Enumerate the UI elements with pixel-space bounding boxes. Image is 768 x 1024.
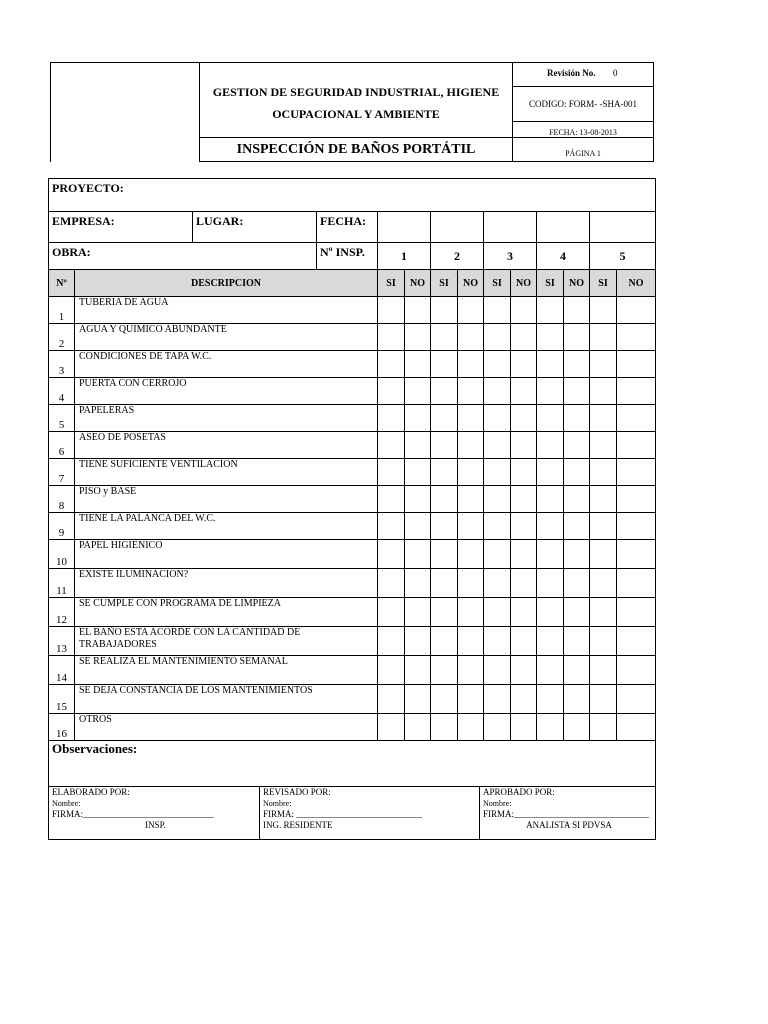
item-description: EXISTE ILUMINACION? [75,569,378,598]
check-cell-insp1-si[interactable] [378,351,405,378]
check-cell-insp1-no[interactable] [405,432,431,459]
revision-box [512,62,654,87]
item-number: 12 [49,598,75,627]
item-row [49,627,656,656]
check-cell-insp3-si[interactable] [484,459,511,486]
check-cell-insp1-si[interactable] [378,569,405,598]
check-cell-insp5-no[interactable] [617,486,656,513]
check-cell-insp1-si[interactable] [378,405,405,432]
observaciones-label: Observaciones: [52,741,138,756]
item-description: PUERTA CON CERROJO [75,378,378,405]
col-no-header: NO [628,277,644,289]
check-cell-insp1-no[interactable] [405,540,431,569]
check-cell-insp4-si[interactable] [537,540,564,569]
item-number: 5 [49,405,75,432]
item-description: OTROS [75,714,378,741]
check-cell-insp5-no[interactable] [617,714,656,741]
check-cell-insp5-no[interactable] [617,540,656,569]
check-cell-insp4-si[interactable] [537,685,564,714]
inspection-number: 4 [560,248,566,263]
observaciones-row[interactable] [49,741,656,787]
check-cell-insp4-si[interactable] [537,459,564,486]
col-no-header: NO [410,277,425,289]
col-si-header: SI [598,277,608,289]
check-cell-insp3-no[interactable] [511,714,537,741]
check-cell-insp3-si[interactable] [484,324,511,351]
check-cell-insp2-si[interactable] [431,486,458,513]
check-cell-insp5-no[interactable] [617,627,656,656]
org-line-1: GESTION DE SEGURIDAD INDUSTRIAL, HIGIENE [212,85,500,99]
check-cell-insp3-si[interactable] [484,486,511,513]
signature-firma: FIRMA: ____________________________ [263,809,423,819]
check-cell-insp4-si[interactable] [537,297,564,324]
item-row [49,324,656,351]
check-cell-insp4-si[interactable] [537,324,564,351]
signature-revisado[interactable] [260,787,480,840]
col-si-header: SI [439,277,449,289]
check-cell-insp4-no[interactable] [564,656,590,685]
check-cell-insp5-si[interactable] [590,486,617,513]
check-cell-insp1-si[interactable] [378,378,405,405]
check-cell-insp2-no[interactable] [458,627,484,656]
inspection-number: 1 [401,248,407,263]
check-cell-insp3-no[interactable] [511,405,537,432]
col-si-header: SI [386,277,396,289]
check-cell-insp3-si[interactable] [484,540,511,569]
check-cell-insp3-si[interactable] [484,627,511,656]
check-cell-insp2-si[interactable] [431,569,458,598]
date-cell-3[interactable] [484,212,537,243]
check-cell-insp3-si[interactable] [484,714,511,741]
check-cell-insp2-no[interactable] [458,513,484,540]
signature-nombre: Nombre: [52,799,81,808]
pagina-text: PÁGINA 1 [565,149,601,158]
signature-firma: FIRMA:______________________________ [483,809,650,819]
check-cell-insp1-si[interactable] [378,432,405,459]
check-cell-insp4-no[interactable] [564,569,590,598]
col-si-header: SI [545,277,555,289]
item-number: 3 [49,351,75,378]
check-cell-insp2-si[interactable] [431,685,458,714]
item-description: PAPEL HIGIENICO [75,540,378,569]
check-cell-insp4-si[interactable] [537,569,564,598]
item-row [49,378,656,405]
item-row [49,297,656,324]
check-cell-insp4-si[interactable] [537,598,564,627]
item-number: 13 [49,627,75,656]
check-cell-insp2-no[interactable] [458,598,484,627]
check-cell-insp3-si[interactable] [484,297,511,324]
header-org-box [199,62,513,138]
item-description: SE CUMPLE CON PROGRAMA DE LIMPIEZA [75,598,378,627]
item-description: PISO y BASE [75,486,378,513]
signature-aprobado[interactable] [480,787,656,840]
check-cell-insp1-no[interactable] [405,513,431,540]
check-cell-insp4-si[interactable] [537,714,564,741]
item-number: 10 [49,540,75,569]
check-cell-insp4-no[interactable] [564,598,590,627]
item-row [49,432,656,459]
signature-nombre: Nombre: [483,799,512,808]
revision-label: Revisión No. [547,68,596,78]
check-cell-insp4-si[interactable] [537,432,564,459]
check-cell-insp5-no[interactable] [617,569,656,598]
check-cell-insp4-no[interactable] [564,432,590,459]
check-cell-insp2-no[interactable] [458,378,484,405]
check-cell-insp2-no[interactable] [458,405,484,432]
check-cell-insp2-no[interactable] [458,459,484,486]
item-row [49,540,656,569]
signature-title: APROBADO POR: [483,787,555,797]
check-cell-insp3-no[interactable] [511,540,537,569]
check-cell-insp3-no[interactable] [511,569,537,598]
check-cell-insp5-si[interactable] [590,627,617,656]
empresa-label: EMPRESA: [52,214,115,228]
check-cell-insp5-no[interactable] [617,405,656,432]
check-cell-insp2-si[interactable] [431,627,458,656]
check-cell-insp3-si[interactable] [484,685,511,714]
item-number: 11 [49,569,75,598]
check-cell-insp1-si[interactable] [378,486,405,513]
lugar-label: LUGAR: [196,214,244,228]
item-description: PAPELERAS [75,405,378,432]
check-cell-insp2-si[interactable] [431,378,458,405]
check-cell-insp5-si[interactable] [590,540,617,569]
check-cell-insp5-si[interactable] [590,685,617,714]
check-cell-insp4-si[interactable] [537,351,564,378]
check-cell-insp3-no[interactable] [511,513,537,540]
item-description: TIENE LA PALANCA DEL W.C. [75,513,378,540]
item-description: TUBERIA DE AGUA [75,297,378,324]
check-cell-insp3-si[interactable] [484,569,511,598]
check-cell-insp5-si[interactable] [590,656,617,685]
check-cell-insp5-no[interactable] [617,324,656,351]
check-cell-insp2-si[interactable] [431,598,458,627]
check-cell-insp1-no[interactable] [405,459,431,486]
obra-row [49,243,656,270]
check-cell-insp3-si[interactable] [484,351,511,378]
item-number: 8 [49,486,75,513]
check-cell-insp5-si[interactable] [590,432,617,459]
check-cell-insp4-no[interactable] [564,685,590,714]
col-descripcion-header: DESCRIPCION [190,277,261,289]
check-cell-insp5-no[interactable] [617,297,656,324]
items-body [49,297,656,741]
check-cell-insp1-si[interactable] [378,656,405,685]
check-cell-insp2-si[interactable] [431,432,458,459]
signature-title: REVISADO POR: [263,787,331,797]
revision-value: 0 [613,68,618,78]
check-cell-insp1-no[interactable] [405,627,431,656]
date-cell-2[interactable] [431,212,484,243]
check-cell-insp1-no[interactable] [405,598,431,627]
item-row [49,351,656,378]
check-cell-insp3-si[interactable] [484,378,511,405]
item-description: CONDICIONES DE TAPA W.C. [75,351,378,378]
check-cell-insp3-no[interactable] [511,378,537,405]
check-cell-insp5-no[interactable] [617,598,656,627]
signature-role: INSP. [145,820,166,830]
obra-label: OBRA: [52,245,91,259]
item-row [49,569,656,598]
check-cell-insp1-no[interactable] [405,486,431,513]
pagina-box [512,137,654,162]
check-cell-insp5-si[interactable] [590,405,617,432]
check-cell-insp3-si[interactable] [484,656,511,685]
check-cell-insp4-si[interactable] [537,513,564,540]
inspection-number: 5 [619,248,626,263]
date-cell-4[interactable] [537,212,590,243]
header-logo-area [50,62,200,162]
check-cell-insp5-si[interactable] [590,513,617,540]
check-cell-insp3-no[interactable] [511,656,537,685]
check-cell-insp5-si[interactable] [590,459,617,486]
check-cell-insp5-si[interactable] [590,297,617,324]
signature-firma: FIRMA:_____________________________ [52,809,214,819]
check-cell-insp3-no[interactable] [511,598,537,627]
check-cell-insp1-si[interactable] [378,540,405,569]
check-cell-insp5-si[interactable] [590,324,617,351]
check-cell-insp2-si[interactable] [431,459,458,486]
check-cell-insp4-no[interactable] [564,627,590,656]
check-cell-insp2-no[interactable] [458,324,484,351]
check-cell-insp4-no[interactable] [564,351,590,378]
col-no-header: NO [463,277,478,289]
check-cell-insp1-no[interactable] [405,405,431,432]
check-cell-insp2-no[interactable] [458,351,484,378]
check-cell-insp5-si[interactable] [590,714,617,741]
check-cell-insp1-no[interactable] [405,351,431,378]
check-cell-insp1-no[interactable] [405,714,431,741]
item-row [49,459,656,486]
item-number: 6 [49,432,75,459]
check-cell-insp4-no[interactable] [564,378,590,405]
item-number: 2 [49,324,75,351]
item-number: 9 [49,513,75,540]
check-cell-insp2-si[interactable] [431,540,458,569]
check-cell-insp3-no[interactable] [511,627,537,656]
check-cell-insp3-no[interactable] [511,432,537,459]
check-cell-insp2-no[interactable] [458,685,484,714]
signature-role: ING. RESIDENTE [263,820,333,830]
check-cell-insp5-no[interactable] [617,685,656,714]
codigo-text: CODIGO: FORM- -SHA-001 [528,99,637,109]
check-cell-insp3-si[interactable] [484,598,511,627]
item-description: AGUA Y QUIMICO ABUNDANTE [75,324,378,351]
date-cell-1[interactable] [378,212,431,243]
item-row [49,405,656,432]
check-cell-insp4-no[interactable] [564,297,590,324]
check-cell-insp2-si[interactable] [431,656,458,685]
signature-title: ELABORADO POR: [52,787,130,797]
check-cell-insp5-si[interactable] [590,378,617,405]
col-no-header: NO [569,277,584,289]
check-cell-insp5-no[interactable] [617,432,656,459]
check-cell-insp2-si[interactable] [431,324,458,351]
col-num-header: Nº [56,277,67,289]
fecha-box [512,121,654,138]
item-number: 1 [49,297,75,324]
check-cell-insp1-no[interactable] [405,297,431,324]
item-description: EL BAÑO ESTA ACORDE CON LA CANTIDAD DE TRABAJADORES [75,627,378,656]
check-cell-insp1-no[interactable] [405,656,431,685]
item-number: 7 [49,459,75,486]
item-number: 4 [49,378,75,405]
check-cell-insp4-no[interactable] [564,513,590,540]
signature-elaborado[interactable] [49,787,260,840]
col-si-header: SI [492,277,502,289]
check-cell-insp3-no[interactable] [511,324,537,351]
item-row [49,656,656,685]
check-cell-insp1-no[interactable] [405,378,431,405]
check-cell-insp5-si[interactable] [590,569,617,598]
col-no-header: NO [516,277,531,289]
check-cell-insp1-no[interactable] [405,685,431,714]
check-cell-insp5-si[interactable] [590,598,617,627]
signature-role: ANALISTA SI PDVSA [526,820,612,830]
empresa-row [49,212,656,243]
codigo-box [512,86,654,122]
check-cell-insp2-no[interactable] [458,432,484,459]
item-row [49,486,656,513]
signature-table [48,786,656,840]
item-description: ASEO DE POSETAS [75,432,378,459]
check-cell-insp2-no[interactable] [458,569,484,598]
check-cell-insp1-no[interactable] [405,569,431,598]
check-cell-insp1-si[interactable] [378,297,405,324]
check-cell-insp2-no[interactable] [458,540,484,569]
item-row [49,598,656,627]
check-cell-insp2-si[interactable] [431,714,458,741]
check-cell-insp3-no[interactable] [511,459,537,486]
signature-nombre: Nombre: [263,799,292,808]
column-header-row [49,270,656,297]
check-cell-insp2-no[interactable] [458,486,484,513]
item-description: SE DEJA CONSTANCIA DE LOS MANTENIMIENTOS [75,685,378,714]
check-cell-insp1-no[interactable] [405,324,431,351]
item-description: SE REALIZA EL MANTENIMIENTO SEMANAL [75,656,378,685]
check-cell-insp3-si[interactable] [484,432,511,459]
check-cell-insp5-no[interactable] [617,459,656,486]
item-number: 16 [49,714,75,741]
check-cell-insp3-si[interactable] [484,405,511,432]
check-cell-insp1-si[interactable] [378,459,405,486]
item-row [49,685,656,714]
check-cell-insp5-no[interactable] [617,513,656,540]
check-cell-insp1-si[interactable] [378,685,405,714]
check-cell-insp2-si[interactable] [431,351,458,378]
check-cell-insp2-si[interactable] [431,405,458,432]
proyecto-row [49,179,656,212]
n-insp-label: Nº INSP. [320,245,365,259]
check-cell-insp4-no[interactable] [564,459,590,486]
date-cell-5[interactable] [590,212,656,243]
check-cell-insp4-si[interactable] [537,486,564,513]
org-line-2: OCUPACIONAL Y AMBIENTE [272,107,440,121]
check-cell-insp4-si[interactable] [537,405,564,432]
check-cell-insp5-no[interactable] [617,378,656,405]
inspection-number: 2 [454,248,460,263]
item-description: TIENE SUFICIENTE VENTILACION [75,459,378,486]
proyecto-label: PROYECTO: [52,181,124,195]
check-cell-insp4-si[interactable] [537,378,564,405]
check-cell-insp1-si[interactable] [378,714,405,741]
check-cell-insp2-no[interactable] [458,714,484,741]
check-cell-insp2-no[interactable] [458,656,484,685]
check-cell-insp4-si[interactable] [537,627,564,656]
check-cell-insp4-no[interactable] [564,714,590,741]
form-title-box [199,137,513,162]
check-cell-insp3-no[interactable] [511,486,537,513]
check-cell-insp3-si[interactable] [484,513,511,540]
check-cell-insp3-no[interactable] [511,351,537,378]
check-cell-insp3-no[interactable] [511,297,537,324]
check-cell-insp4-no[interactable] [564,405,590,432]
item-row [49,513,656,540]
check-cell-insp3-no[interactable] [511,685,537,714]
check-cell-insp4-si[interactable] [537,656,564,685]
check-cell-insp4-no[interactable] [564,324,590,351]
check-cell-insp2-si[interactable] [431,513,458,540]
item-number: 14 [49,656,75,685]
item-number: 15 [49,685,75,714]
check-cell-insp2-no[interactable] [458,297,484,324]
check-cell-insp5-no[interactable] [617,351,656,378]
form-title: INSPECCIÓN DE BAÑOS PORTÁTIL [236,142,476,157]
check-cell-insp1-si[interactable] [378,324,405,351]
fecha-text: FECHA: 13-08-2013 [549,128,617,137]
check-cell-insp2-si[interactable] [431,297,458,324]
inspection-table [48,178,656,787]
check-cell-insp1-si[interactable] [378,598,405,627]
check-cell-insp4-no[interactable] [564,486,590,513]
inspection-number: 3 [507,248,513,263]
check-cell-insp4-no[interactable] [564,540,590,569]
check-cell-insp5-no[interactable] [617,656,656,685]
check-cell-insp1-si[interactable] [378,627,405,656]
fecha-label: FECHA: [320,214,366,228]
item-row [49,714,656,741]
check-cell-insp5-si[interactable] [590,351,617,378]
check-cell-insp1-si[interactable] [378,513,405,540]
